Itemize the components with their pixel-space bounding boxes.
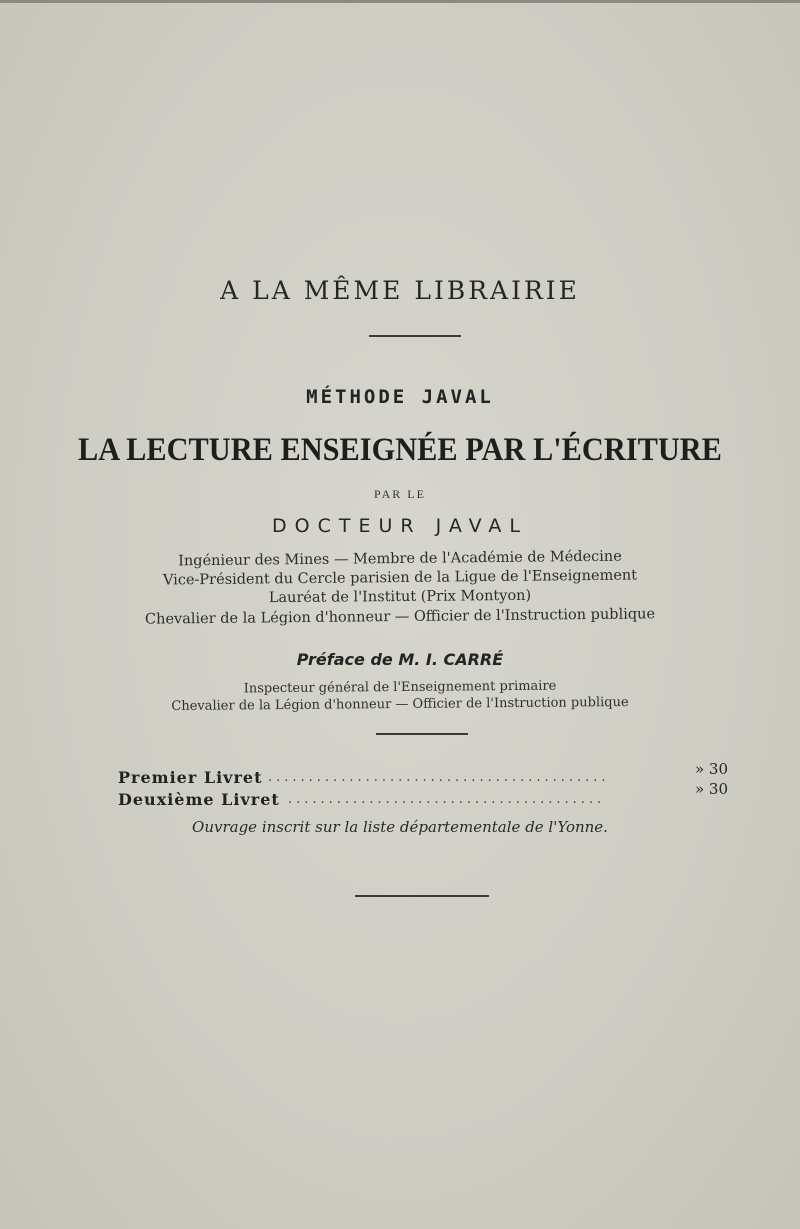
preface-credential-line: Inspecteur général de l'Enseignement primaire (243, 678, 557, 697)
by-line: PAR LE (374, 487, 426, 501)
credential-line: Chevalier de la Légion d'honneur — Officier de l'Instruction publique (144, 606, 656, 628)
book-title: LA LECTURE ENSEIGNÉE PAR L'ÉCRITURE (78, 432, 722, 468)
price-label: Premier Livret (118, 768, 263, 787)
method-title: MÉTHODE JAVAL (306, 386, 494, 408)
price-label: Deuxième Livret (118, 790, 280, 809)
preface-credential-line: Chevalier de la Légion d'honneur — Officier de l'Instruction publique (171, 695, 629, 714)
divider-rule-1 (369, 335, 461, 337)
leader-dots: .......................................... (268, 770, 610, 785)
leader-dots: ....................................... (288, 792, 606, 807)
note-line: Ouvrage inscrit sur la liste départementale de l'Yonne. (192, 818, 608, 836)
preface-line: Préface de M. I. CARRÉ (296, 650, 504, 669)
price-row (118, 780, 728, 812)
price-row (118, 760, 728, 790)
price-value: » 30 (694, 760, 728, 778)
heading: A LA MÊME LIBRAIRIE (220, 276, 580, 305)
price-value: » 30 (694, 780, 728, 798)
credential-line: Lauréat de l'Institut (Prix Montyon) (268, 587, 532, 607)
author-name: DOCTEUR JAVAL (271, 515, 529, 537)
credential-line: Ingénieur des Mines — Membre de l'Académie de Médecine (178, 548, 622, 570)
page-top-edge (0, 0, 800, 3)
credential-line: Vice-Président du Cercle parisien de la Ligue de l'Enseignement (162, 567, 638, 589)
divider-rule-2 (376, 733, 468, 735)
divider-rule-3 (355, 895, 489, 897)
